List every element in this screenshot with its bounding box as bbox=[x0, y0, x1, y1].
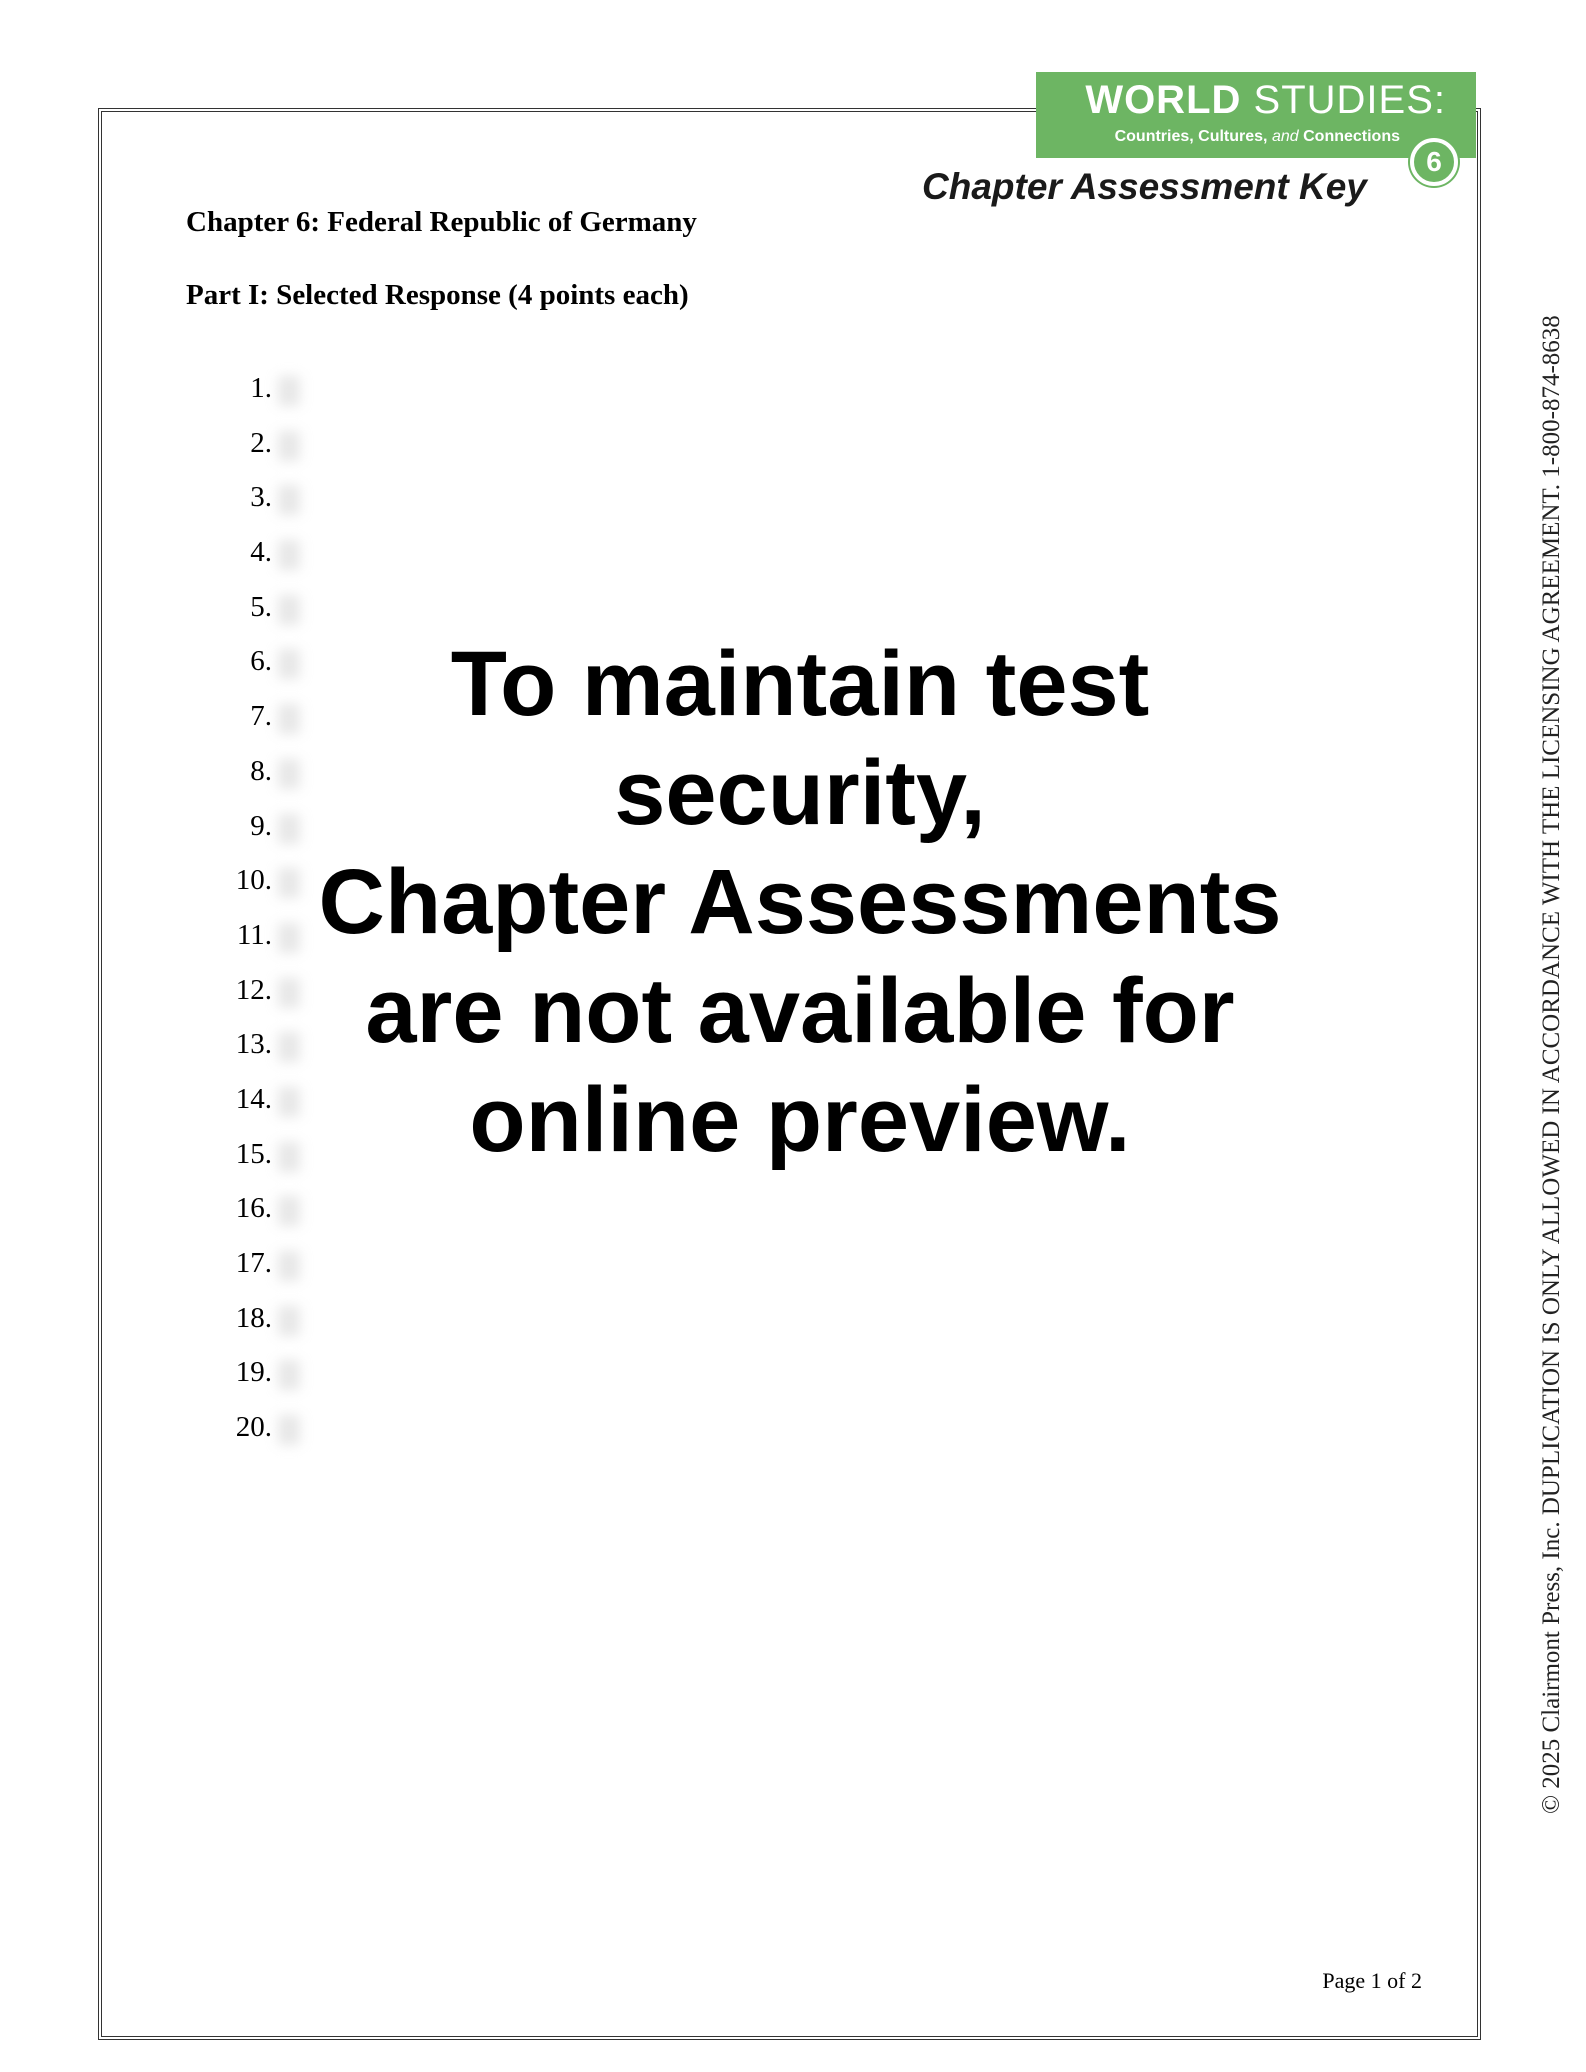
question-number: 19. bbox=[235, 1356, 272, 1389]
question-number: 11. bbox=[236, 918, 272, 951]
question-number: 12. bbox=[235, 973, 272, 1006]
question-number: 3. bbox=[250, 481, 272, 514]
redacted-answer bbox=[278, 1360, 300, 1390]
brand-title-word2: STUDIES: bbox=[1253, 78, 1446, 122]
question-number: 15. bbox=[235, 1137, 272, 1170]
notice-line: security, bbox=[614, 742, 986, 844]
copyright-notice: © 2025 Clairmont Press, Inc. DUPLICATION IS ONLY ALLOWED IN ACCORDANCE WITH THE LICENSING AGREEMENT. 1-800-874-8638 bbox=[1538, 315, 1565, 1814]
question-item bbox=[220, 536, 300, 591]
question-number: 20. bbox=[235, 1411, 272, 1444]
brand-subtitle bbox=[1115, 128, 1400, 146]
question-item bbox=[220, 1192, 300, 1247]
question-item bbox=[220, 372, 300, 427]
question-number: 16. bbox=[235, 1192, 272, 1225]
brand-title-word1: WORLD bbox=[1085, 78, 1242, 122]
redacted-answer bbox=[278, 485, 300, 515]
question-number: 2. bbox=[250, 426, 272, 459]
security-notice bbox=[250, 630, 1350, 1175]
notice-line: Chapter Assessments bbox=[318, 851, 1282, 953]
redacted-answer bbox=[278, 431, 300, 461]
question-number: 17. bbox=[235, 1247, 272, 1279]
page-number: Page 1 of 2 bbox=[1322, 1968, 1422, 1993]
redacted-answer bbox=[278, 595, 300, 625]
brand-logo bbox=[1036, 72, 1476, 158]
question-item bbox=[220, 427, 300, 482]
question-item bbox=[220, 1302, 300, 1357]
question-number: 9. bbox=[250, 809, 272, 842]
brand-subtitle-part1: Countries, Cultures, bbox=[1114, 128, 1268, 145]
question-number: 10. bbox=[235, 864, 272, 897]
question-item bbox=[220, 481, 300, 536]
question-number: 13. bbox=[235, 1028, 272, 1061]
question-number: 14. bbox=[235, 1082, 272, 1115]
notice-line: are not available for bbox=[365, 960, 1235, 1062]
question-number: 18. bbox=[235, 1301, 272, 1334]
notice-line: online preview. bbox=[469, 1069, 1131, 1171]
brand-subtitle-part3: Connections bbox=[1303, 128, 1400, 145]
question-item bbox=[220, 1356, 300, 1411]
subheader: Chapter Assessment Key bbox=[922, 166, 1367, 207]
redacted-answer bbox=[278, 376, 300, 406]
brand-title bbox=[1085, 78, 1446, 123]
redacted-answer bbox=[278, 1415, 300, 1445]
redacted-answer bbox=[278, 1196, 300, 1226]
question-number: 1. bbox=[250, 372, 272, 404]
redacted-answer bbox=[278, 1251, 300, 1281]
chapter-badge: 6 bbox=[1410, 138, 1458, 186]
question-number: 6. bbox=[250, 645, 272, 678]
redacted-answer bbox=[278, 540, 300, 570]
question-number: 4. bbox=[250, 536, 272, 569]
question-item bbox=[220, 1247, 300, 1302]
question-number: 8. bbox=[250, 754, 272, 787]
question-number: 7. bbox=[250, 700, 272, 733]
question-number: 5. bbox=[250, 590, 272, 623]
notice-line: To maintain test bbox=[450, 633, 1150, 735]
brand-subtitle-part2: and bbox=[1271, 128, 1299, 145]
document-part-heading: Part I: Selected Response (4 points each) bbox=[186, 279, 689, 311]
document-title: Chapter 6: Federal Republic of Germany bbox=[186, 206, 697, 238]
question-item bbox=[220, 1411, 300, 1466]
redacted-answer bbox=[278, 1306, 300, 1336]
